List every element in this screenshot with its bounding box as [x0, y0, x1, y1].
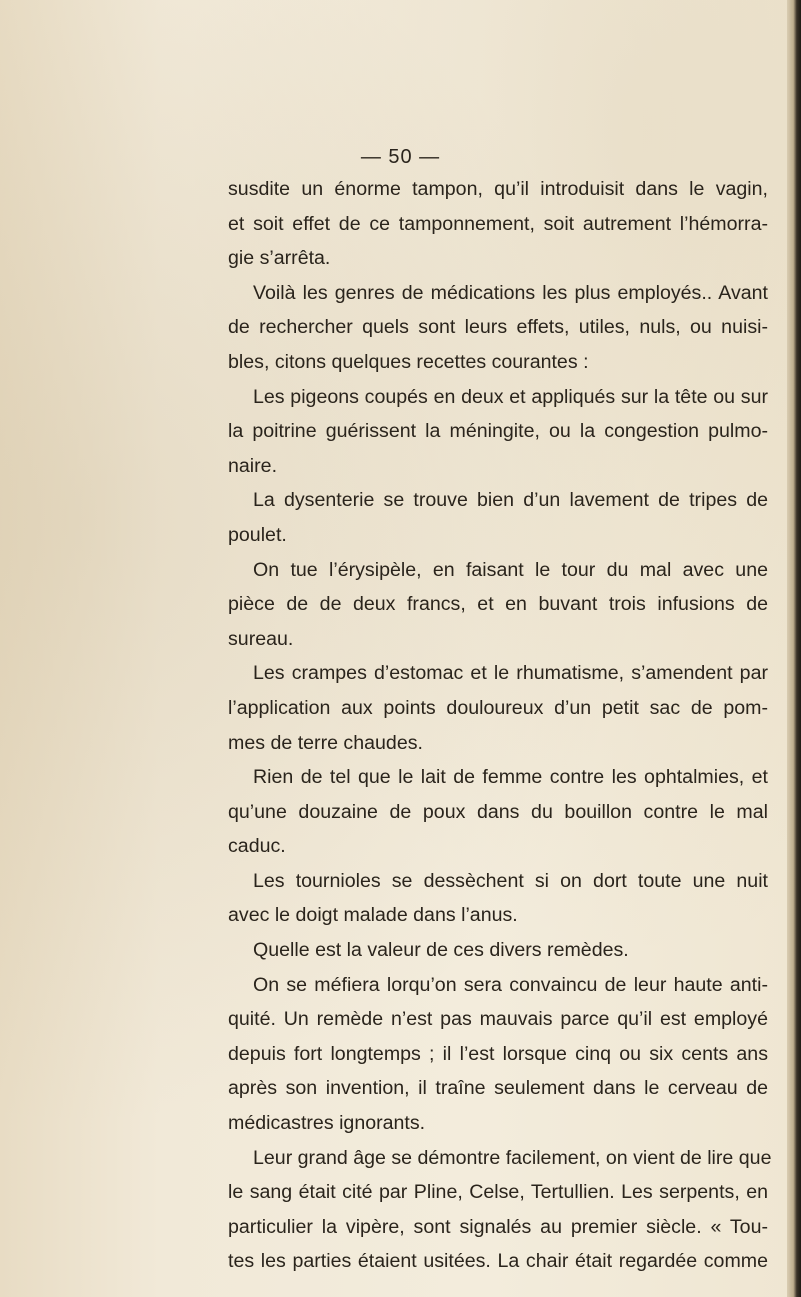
text-line: poulet.: [228, 523, 287, 546]
text-line: Les crampes d’estomac et le rhumatisme, s’amendent par: [253, 662, 768, 685]
text-line: gie s’arrêta.: [228, 247, 331, 270]
text-line: bles, citons quelques recettes courantes :: [228, 350, 589, 373]
text-line: pièce de de deux francs, et en buvant trois infusions de: [228, 593, 768, 616]
text-line: Les pigeons coupés en deux et appliqués sur la tête ou sur: [253, 385, 768, 408]
text-line: Quelle est la valeur de ces divers remèdes.: [253, 939, 629, 962]
text-line: la poitrine guérissent la méningite, ou la congestion pulmo-: [228, 420, 768, 443]
text-line: On tue l’érysipèle, en faisant le tour du mal avec une: [253, 558, 768, 581]
text-line: tes les parties étaient usitées. La chair était regardée comme: [228, 1250, 768, 1273]
text-line: qu’une douzaine de poux dans du bouillon contre le mal: [228, 800, 768, 823]
text-line: avec le doigt malade dans l’anus.: [228, 904, 518, 927]
page-edge-shadow: [787, 0, 801, 1297]
text-line: Voilà les genres de médications les plus employés.. Avant: [253, 281, 768, 304]
text-line: On se méfiera lorqu’on sera convaincu de leur haute anti-: [253, 973, 768, 996]
text-line: Rien de tel que le lait de femme contre les ophtalmies, et: [253, 766, 768, 789]
text-line: de rechercher quels sont leurs effets, utiles, nuls, ou nuisi-: [228, 316, 768, 339]
text-line: médicastres ignorants.: [228, 1112, 426, 1135]
text-line: depuis fort longtemps ; il l’est lorsque cinq ou six cents ans: [228, 1042, 768, 1065]
text-line: le sang était cité par Pline, Celse, Tertullien. Les serpents, en: [228, 1181, 768, 1204]
text-line: et soit effet de ce tamponnement, soit autrement l’hémorra-: [228, 212, 768, 235]
text-line: Leur grand âge se démontre facilement, on vient de lire que: [253, 1146, 772, 1169]
text-line: caduc.: [228, 835, 286, 858]
text-line: La dysenterie se trouve bien d’un lavement de tripes de: [253, 489, 768, 512]
text-line: susdite un énorme tampon, qu’il introduisit dans le vagin,: [228, 178, 768, 200]
text-line: sureau.: [228, 627, 294, 650]
page-number: — 50 —: [360, 146, 441, 168]
text-line: l’application aux points douloureux d’un petit sac de pom-: [228, 696, 768, 719]
text-line: particulier la vipère, sont signalés au premier siècle. « Tou-: [228, 1215, 768, 1238]
body-text: [228, 172, 772, 1279]
text-line: après son invention, il traîne seulement dans le cerveau de: [228, 1077, 768, 1100]
text-line: quité. Un remède n’est pas mauvais parce qu’il est employé: [228, 1008, 768, 1031]
text-line: mes de terre chaudes.: [228, 731, 423, 754]
text-line: Les tournioles se dessèchent si on dort toute une nuit: [253, 869, 768, 892]
text-line: naire.: [228, 454, 278, 477]
